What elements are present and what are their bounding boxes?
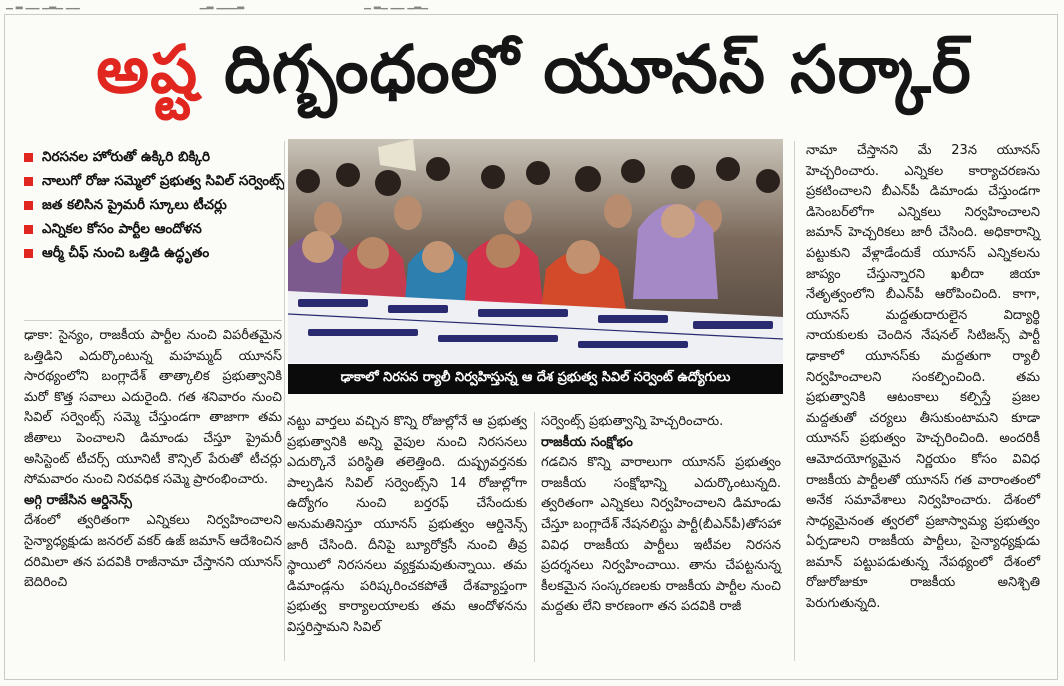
paragraph: నామా చేస్తానని మే 23న యూనస్ హెచ్చరించారు. ఎన్నికల కార్యాచరణను ప్రకటించాలని బీఎన్‌పీ డిమాండు చేస్తుండగా డిసెంబర్‌లోగా ఎన్నికలు నిర్వహించాలని జమాన్ హెచ్చరికలు జారీ చేసింది. అధికారాన్ని పట్టుకుని వేళ్లాడేందుకే యూనస్ ఎన్నికలను జాప్యం చేస్తున్నారని ఖలీదా జియా నేతృత్వంలోని బీఎన్‌పీ ఆరోపించింది. కాగా, యూనస్ మద్దతుదారులైన విద్యార్థి నాయకులకు చెందిన నేషనల్ సిటిజన్స్ పార్టీ ఢాకాలో యూనస్‌కు మద్దతుగా ర్యాలీ నిర్వహించాలని సంకల్పించింది. తమ ప్రభుత్వానికి ఆటంకాలు కల్పిస్తే ప్రజల మద్దతుతో చర్యలు తీసుకుంటామని కూడా యూనస్ ప్రభుత్వం హెచ్చరించింది. అందరికీ ఆమోదయోగ్యమైన నిర్ణయం కోసం వివిధ రాజకీయ పార్టీలతో యూనస్ గత వారాంతంలో అనేక సమావేశాలు నిర్వహించారు. దేశంలో సాధ్యమైనంత త్వరలో ప్రజాస్వామ్య ప్రభుత్వం ఏర్పడాలని రాజకీయ పార్టీలు, సైన్యాధ్యక్షుడు జమాన్ పట్టుపడుతున్న నేపథ్యంలో దేశంలో రోజురోజుకూ రాజకీయ అనిశ్చితి పెరుగుతున్నది. [806,143,1040,612]
bullet-item [24,220,286,239]
bullet-item [24,172,286,191]
subheading: రాజకీయ సంక్షోభం [541,434,633,450]
bullet-text: నాలుగో రోజు సమ్మెలో ప్రభుత్వ సివిల్ సర్వెంట్స్ [42,173,285,189]
square-bullet-icon [24,177,33,186]
paragraph: గడచిన కొన్ని వారాలుగా యూనస్ ప్రభుత్వం రాజకీయ సంక్షోభాన్ని ఎదుర్కొంటున్నది. త్వరితంగా ఎన్నికలు నిర్వహించాలని డిమాండు చేస్తూ బంగ్లాదేశ్ నేషనలిస్టు పార్టీ(బీఎన్‌పీ)తోసహా వివిధ రాజకీయ పార్టీలు ఇటీవల నిరసన ప్రదర్శనలు నిర్వహించాయి. తాను చేపట్టనున్న కీలకమైన సంస్కరణలకు రాజకీయ పార్టీల నుంచి మద్దతు లేని కారణంగా తన పదవికి రాజీ [541,455,781,615]
paragraph: నట్టు వార్తలు వచ్చిన కొన్ని రోజుల్లోనే ఆ ప్రభుత్వ ప్రభుత్వానికి అన్ని వైపుల నుంచి నిరసనలు ఎదుర్కొనే పరిస్థితి తలెత్తింది. దుష్ప్రవర్తనకు పాల్పడిన సివిల్ సర్వెంట్స్‌ని 14 రోజుల్లోగా ఉద్యోగం నుంచి బర్తరఫ్ చేసేందుకు అనుమతినిస్తూ యూనస్ ప్రభుత్వం ఆర్డినెన్స్ జారీ చేసింది. దీనిపై బ్యూరోక్రసీ నుంచి తీవ్ర స్థాయిలో నిరసనలు వ్యక్తమవుతున్నాయి. తమ డిమాండ్లను పరిష్కరించకపోతే దేశవ్యాప్తంగా ప్రభుత్వ కార్యాలయాలకు తమ ఆందోళనను విస్తరిస్తామని సివిల్ [287,414,527,635]
column-divider [794,141,795,661]
bullet-item [24,196,286,215]
protest-photo-illustration [288,139,783,363]
highlight-bullets [24,148,286,268]
square-bullet-icon [24,153,33,162]
cropped-text: ▁ ▂▁ ▁▁ ▁▂▁ [364,0,429,10]
bullet-text: జత కలిసిన ప్రైమరీ స్కూలు టీచర్లు [42,197,227,213]
article-column-3 [541,412,781,618]
cropped-text: ▁ ▂ ▁▁ ▁▂▁ ▁▁ [6,0,80,10]
column-divider [284,141,285,661]
paragraph: సర్వెంట్స్ ప్రభుత్వాన్ని హెచ్చరించారు. [541,414,724,429]
headline [34,22,1034,132]
divider [24,320,282,321]
square-bullet-icon [24,201,33,210]
bullet-item [24,244,286,263]
headline-red-part: అష్ట [96,30,199,108]
news-photo [288,139,783,363]
photo-caption: ఢాకాలో నిరసన ర్యాలీ నిర్వహిస్తున్న ఆ దేశ ప్రభుత్వ సివిల్ సర్వెంట్ ఉద్యోగులు [288,364,783,394]
cropped-text: ▁▂ ▁▁▁▂ [199,0,245,10]
paragraph: దేశంలో త్వరితంగా ఎన్నికలు నిర్వహించాలని సైన్యాధ్యక్షుడు జనరల్ వకర్ ఉజ్ జమాన్ ఆదేశించిన దరిమిలా తన పదవికి రాజీనామా చేస్తానని యూనస్ బెదిరించి [24,513,282,591]
bullet-text: ఆర్మీ చీఫ్ నుంచి ఒత్తిడి ఉద్ధృతం [42,245,210,261]
bullet-text: నిరసనల హోరుతో ఉక్కిరి బిక్కిరి [42,149,211,165]
bullet-text: ఎన్నికల కోసం పార్టీల ఆందోళన [42,221,202,237]
subheading: అగ్గి రాజేసిన ఆర్డినెన్స్ [24,492,132,508]
article-column-1 [24,326,282,594]
headline-black-part: దిగ్బంధంలో యూనస్ సర్కార్ [224,30,972,108]
paragraph: ఢాకా: సైన్యం, రాజకీయ పార్టీల నుంచి విపరీతమైన ఒత్తిడిని ఎదుర్కొంటున్న మహమ్మద్ యూనస్ సారథ్యంలోని బంగ్లాదేశ్ తాత్కాలిక ప్రభుత్వానికి మరో కొత్త సవాలు ఎదురైంది. గత శనివారం నుంచి సివిల్ సర్వెంట్స్ సమ్మె చేస్తుండగా తాజాగా తమ జీతాలు పెంచాలని డిమాండు చేస్తూ ప్రైమరీ అసిస్టెంట్ టీచర్స్ యూనిటీ కౌన్సిల్ పేరుతో టీచర్లు సోమవారం నుంచి నిరవధిక సమ్మె ప్రారంభించారు. [24,328,282,488]
bullet-item [24,148,286,167]
square-bullet-icon [24,225,33,234]
square-bullet-icon [24,249,33,258]
previous-page-strip [0,0,1064,14]
column-divider [534,412,535,662]
article-column-4 [806,141,1040,615]
article-column-2 [287,412,527,639]
